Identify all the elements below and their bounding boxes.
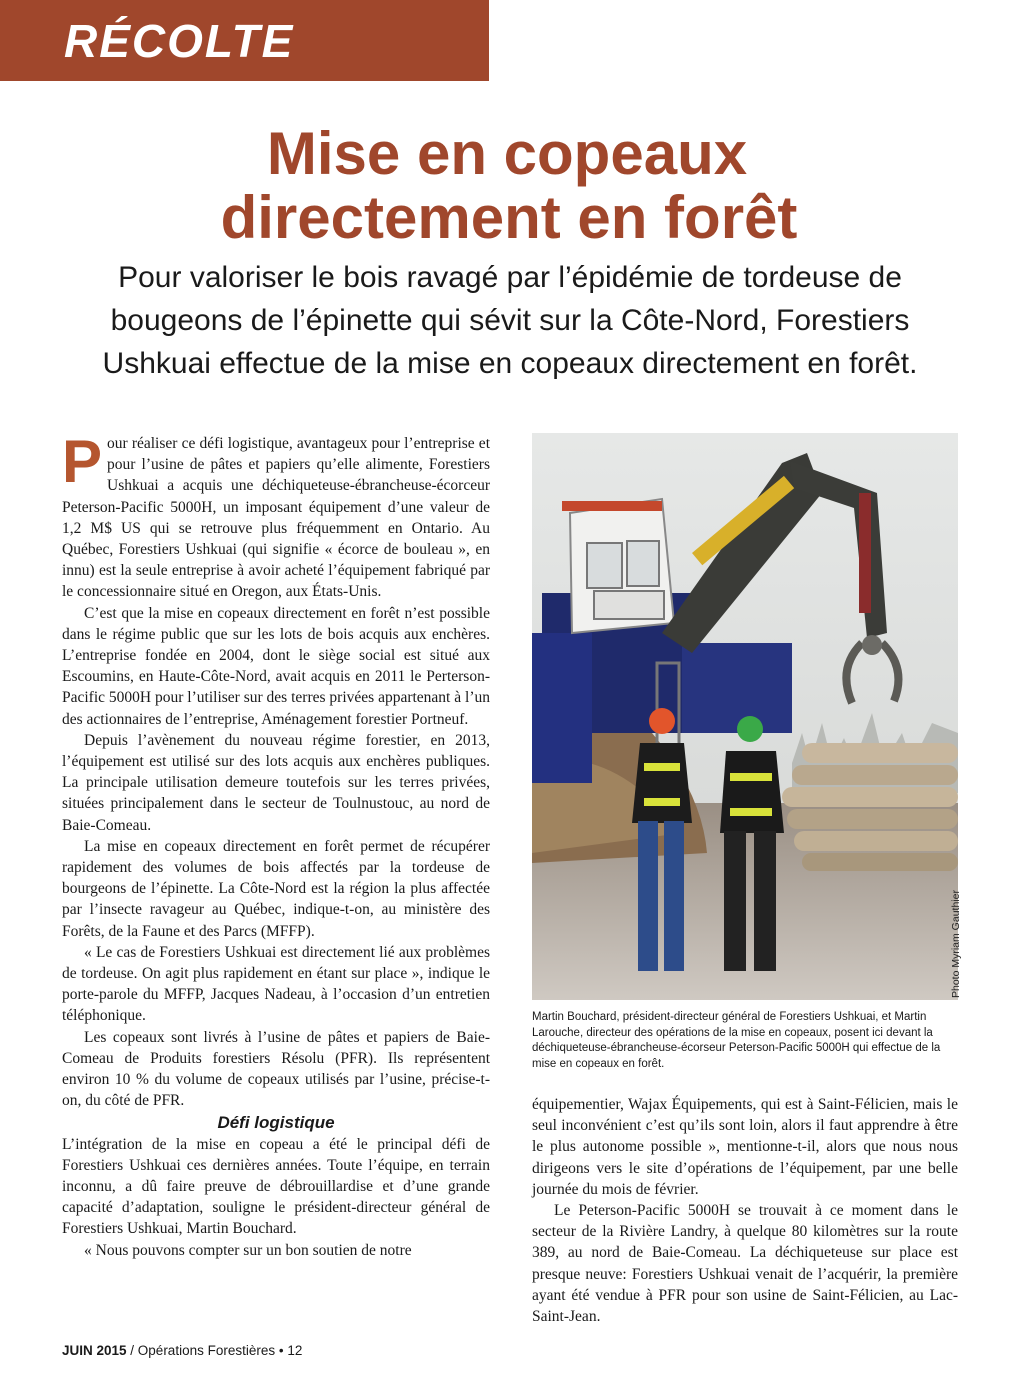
photo-credit: Photo Myriam Gauthier: [950, 890, 962, 998]
paragraph: La mise en copeaux directement en forêt permet de récupérer rapidement des volumes de bois affectés par la tordeuse de bourgeons de l’épinette. La Côte-Nord est la région la plus affectée par l’insecte ravageur au Québec, indique-t-on, au ministère des Forêts, de la Faune et des Parcs (MFFP).: [62, 837, 490, 940]
page-footer: [62, 1343, 302, 1358]
paragraph: Les copeaux sont livrés à l’usine de pâtes et papiers de Baie-Comeau de Produits forestiers Résolu (PFR). Ils représentent environ 10 % du volume de copeaux utilisés par l’usine, précise-t-on, du côté de PFR.: [62, 1028, 490, 1110]
paragraph: [62, 428, 490, 603]
paragraph: L’intégration de la mise en copeau a été le principal défi de Forestiers Ushkuai ces dernières années. Toute l’équipe, en terrain inconnu, a dû faire preuve de débrouillardise et d’une grande capacité d’adaptation, souligne le président-directeur général de Forestiers Ushkuai, Martin Bouchard.: [62, 1135, 490, 1238]
paragraph: C’est que la mise en copeaux directement en forêt n’est possible dans le régime public que sur les lots de bois acquis aux enchères. L’entreprise fondée en 2004, dont le siège social est situé aux Escoumins, en Haute-Côte-Nord, avait acquis en 2011 le Perterson-Pacific 5000H pour l’utiliser sur des terres privées appartenant à l’un des actionnaires de l’entreprise, Aménagement forestier Portneuf.: [62, 604, 490, 728]
headline-line-1: Mise en copeaux: [266, 120, 748, 187]
article-photo: [532, 433, 958, 1000]
paragraph-text: our réaliser ce défi logistique, avantageux pour l’entreprise et pour l’usine de pâtes et papiers qu’elle alimente, Forestiers Ushkuai a acquis une déchiqueteuse-ébrancheuse-écorceur Peterson-Pacific 5000H, un imposant équipement d’une valeur de 1,2 M$ US qui se retrouve plus fréquemment en Ontario. Au Québec, Forestiers Ushkuai (qui signifie « écorce de bouleau », en innu) est la seule entreprise à avoir acheté l’équipement fabriqué par le concessionnaire situé en Oregon, aux États-Unis.: [62, 435, 490, 601]
paragraph: Le Peterson-Pacific 5000H se trouvait à ce moment dans le secteur de la Rivière Landry, à quelque 80 kilomètres sur la route 389, au nord de Baie-Comeau. La déchiqueteuse sur place est presque neuve: Forestiers Ushkuai venait de l’acquérir, la première ayant été vendue à PFR pour son usine de Saint-Félicien, au Lac-Saint-Jean.: [532, 1202, 958, 1326]
publication-page: / Opérations Forestières • 12: [126, 1343, 303, 1358]
article-column-right: [532, 1094, 958, 1327]
drop-cap: P: [62, 428, 103, 495]
standfirst: Pour valoriser le bois ravagé par l’épidémie de tordeuse de bougeons de l’épinette qui sévit sur la Côte-Nord, Forestiers Ushkuai effectue de la mise en copeaux directement en forêt.: [102, 261, 918, 380]
paragraph: « Le cas de Forestiers Ushkuai est directement lié aux problèmes de tordeuse. On agit plus rapidement en étant sur place », indique le porte-parole du MFFP, Jacques Nadeau, à l’occasion d’un entretien téléphonique.: [62, 943, 490, 1025]
paragraph: Depuis l’avènement du nouveau régime forestier, en 2013, l’équipement est utilisé sur des lots acquis aux enchères publiques. La principale utilisation demeure toutefois sur les terres privées, situées principalement dans le secteur de Toulnustouc, au nord de Baie-Comeau.: [62, 731, 490, 834]
subheading: Défi logistique: [217, 1112, 335, 1132]
issue-date: JUIN 2015: [62, 1343, 127, 1358]
photo-caption: Martin Bouchard, président-directeur général de Forestiers Ushkuai, et Martin Larouche, directeur des opérations de la mise en copeaux, posent ici devant la déchiqueteuse-ébrancheuse-écorseur Peterson-Pacific 5000H qui effectue de la mise en copeaux en forêt.: [532, 1011, 941, 1070]
section-banner: [0, 0, 489, 81]
paragraph: « Nous pouvons compter sur un bon soutien de notre: [84, 1241, 412, 1259]
paragraph: équipementier, Wajax Équipements, qui est à Saint-Félicien, mais le seul inconvénient c’est qu’ils sont loin, alors il faut apprendre à être le plus autonome possible », mentionne-t-il, alors que nous nous dirigeons vers le site d’opérations de l’équipement, par une belle journée du mois de février.: [532, 1096, 958, 1198]
article-column-left: [62, 428, 490, 1261]
section-label: RÉCOLTE: [64, 15, 295, 67]
headline-line-2: directement en forêt: [220, 184, 798, 251]
